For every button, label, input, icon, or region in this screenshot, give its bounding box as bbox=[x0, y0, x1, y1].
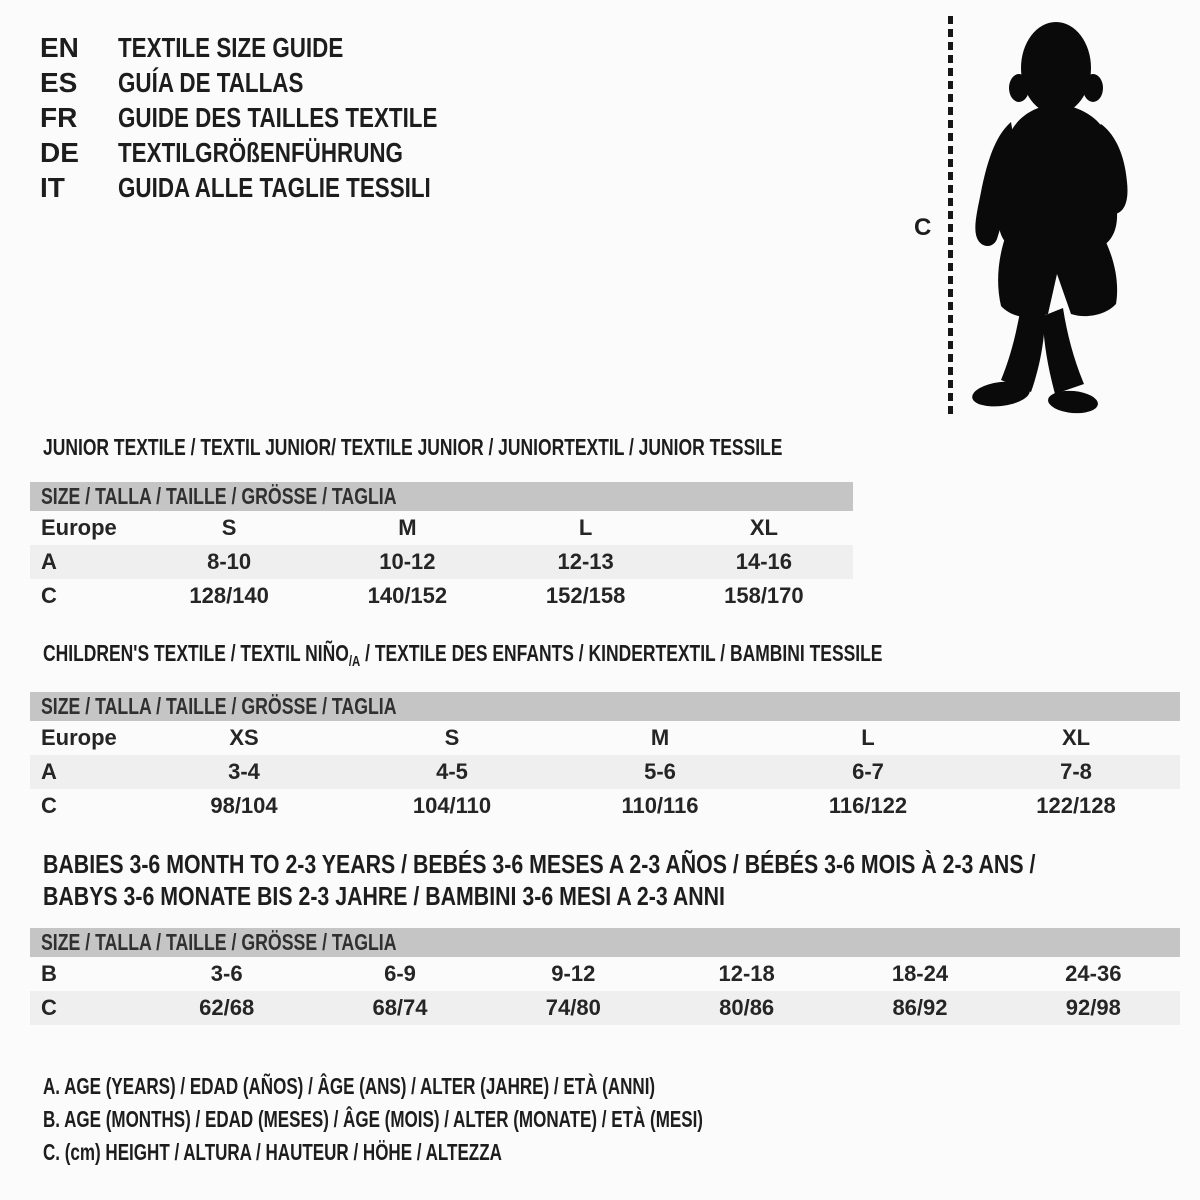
size-cell: M bbox=[398, 515, 417, 540]
table-row-europe bbox=[30, 511, 853, 545]
size-cell: XL bbox=[1061, 725, 1091, 750]
height-cell: 128/140 bbox=[189, 583, 269, 608]
age-cell: 9-12 bbox=[551, 961, 596, 986]
title-subscript: /A bbox=[348, 653, 361, 670]
size-cell: XL bbox=[749, 515, 778, 540]
children-section-title-text bbox=[43, 640, 882, 675]
toddler-silhouette-icon bbox=[960, 14, 1145, 420]
language-label: GUIDE DES TAILLES TEXTILE bbox=[118, 101, 438, 133]
children-section-title bbox=[43, 640, 1148, 675]
language-label: GUIDA ALLE TAGLIE TESSILI bbox=[118, 171, 431, 203]
height-cell: 98/104 bbox=[210, 793, 278, 818]
table-row-height bbox=[30, 789, 1180, 823]
row-label: Europe bbox=[41, 515, 117, 540]
height-cell: 62/68 bbox=[199, 995, 255, 1020]
age-cell: 12-18 bbox=[718, 961, 775, 986]
height-cell: 158/170 bbox=[724, 583, 804, 608]
height-cell: 68/74 bbox=[372, 995, 428, 1020]
size-cell: XS bbox=[229, 725, 259, 750]
age-cell: 4-5 bbox=[436, 759, 468, 784]
title-part: / TEXTILE DES ENFANTS / KINDERTEXTIL / BAMBINI TESSILE bbox=[360, 640, 883, 666]
language-code: DE bbox=[40, 136, 79, 168]
age-cell: 14-16 bbox=[735, 549, 793, 574]
legend bbox=[43, 1070, 935, 1169]
row-label: B bbox=[41, 961, 57, 986]
legend-line-a bbox=[43, 1070, 935, 1103]
height-cell: 104/110 bbox=[412, 793, 492, 818]
language-label: GUÍA DE TALLAS bbox=[118, 66, 304, 98]
babies-section-title-text: BABYS 3-6 MONATE BIS 2-3 JAHRE / BAMBINI 3-6 MESI A 2-3 ANNI bbox=[43, 881, 725, 911]
age-cell: 10-12 bbox=[379, 549, 436, 574]
babies-section-title-line1 bbox=[43, 850, 1200, 878]
table-row-europe bbox=[30, 721, 1180, 755]
language-row-de bbox=[40, 135, 517, 170]
language-label: TEXTILE SIZE GUIDE bbox=[118, 31, 344, 63]
row-label: A bbox=[41, 549, 57, 574]
height-cell: 116/122 bbox=[828, 793, 908, 818]
dashed-height-line bbox=[948, 16, 953, 418]
junior-section-title-text: JUNIOR TEXTILE / TEXTIL JUNIOR/ TEXTILE JUNIOR / JUNIORTEXTIL / JUNIOR TESSILE bbox=[43, 434, 783, 460]
language-code: IT bbox=[40, 171, 65, 203]
language-code: FR bbox=[40, 101, 78, 133]
title-part: CHILDREN'S TEXTILE / TEXTIL NIÑO bbox=[43, 640, 349, 666]
size-cell: S bbox=[444, 725, 460, 750]
age-cell: 7-8 bbox=[1060, 759, 1092, 784]
junior-section-title bbox=[43, 434, 1016, 461]
row-label: A bbox=[41, 759, 57, 784]
age-cell: 3-6 bbox=[210, 961, 243, 986]
age-cell: 18-24 bbox=[891, 961, 949, 986]
language-code: ES bbox=[40, 66, 78, 98]
legend-line-text: C. (cm) HEIGHT / ALTURA / HAUTEUR / HÖHE / ALTEZZA bbox=[43, 1139, 502, 1165]
legend-line-b bbox=[43, 1103, 935, 1136]
table-row-age-months bbox=[30, 957, 1180, 991]
junior-size-table bbox=[30, 482, 853, 613]
height-cell: 80/86 bbox=[719, 995, 775, 1020]
size-cell: L bbox=[578, 515, 593, 540]
height-cell: 122/128 bbox=[1036, 793, 1116, 818]
babies-size-table bbox=[30, 928, 1180, 1025]
language-row-es bbox=[40, 65, 517, 100]
row-label: C bbox=[41, 995, 57, 1020]
size-cell: L bbox=[861, 725, 875, 750]
size-cell: M bbox=[650, 725, 670, 750]
height-cell: 86/92 bbox=[892, 995, 948, 1020]
size-table-header-text: SIZE / TALLA / TAILLE / GRÖSSE / TAGLIA bbox=[41, 693, 397, 719]
babies-section-title-text: BABIES 3-6 MONTH TO 2-3 YEARS / BEBÉS 3-6 MESES A 2-3 AÑOS / BÉBÉS 3-6 MOIS À 2-3 ANS / bbox=[43, 849, 1036, 879]
age-cell: 3-4 bbox=[228, 759, 260, 784]
language-label: TEXTILGRÖßENFÜHRUNG bbox=[118, 136, 403, 168]
table-row-height bbox=[30, 579, 853, 613]
height-measure-label: C bbox=[914, 214, 932, 241]
height-cell: 152/158 bbox=[545, 583, 626, 608]
size-table-header-text: SIZE / TALLA / TAILLE / GRÖSSE / TAGLIA bbox=[41, 929, 397, 955]
table-row-height bbox=[30, 991, 1180, 1025]
height-cell: 92/98 bbox=[1065, 995, 1121, 1020]
legend-line-text: A. AGE (YEARS) / EDAD (AÑOS) / ÂGE (ANS) / ALTER (JAHRE) / ETÀ (ANNI) bbox=[43, 1073, 656, 1099]
legend-line-c bbox=[43, 1136, 935, 1169]
size-table-header bbox=[30, 482, 853, 511]
age-cell: 24-36 bbox=[1065, 961, 1122, 986]
language-code: EN bbox=[40, 31, 79, 63]
row-label: Europe bbox=[41, 725, 117, 750]
size-cell: S bbox=[221, 515, 237, 540]
size-table-header-text: SIZE / TALLA / TAILLE / GRÖSSE / TAGLIA bbox=[41, 483, 397, 509]
age-cell: 6-7 bbox=[852, 759, 884, 784]
row-label: C bbox=[41, 793, 57, 818]
language-row-it bbox=[40, 170, 517, 205]
height-cell: 74/80 bbox=[545, 995, 601, 1020]
babies-section-title-line2 bbox=[43, 882, 875, 910]
age-cell: 12-13 bbox=[557, 549, 614, 574]
age-cell: 5-6 bbox=[644, 759, 676, 784]
language-row-fr bbox=[40, 100, 517, 135]
row-label: C bbox=[41, 583, 57, 608]
children-size-table bbox=[30, 692, 1180, 823]
height-cell: 140/152 bbox=[367, 583, 448, 608]
age-cell: 8-10 bbox=[207, 549, 252, 574]
size-table-header bbox=[30, 692, 1180, 721]
table-row-age bbox=[30, 545, 853, 579]
language-row-en bbox=[40, 30, 517, 65]
language-list bbox=[40, 30, 517, 205]
height-cell: 110/116 bbox=[621, 793, 699, 818]
legend-line-text: B. AGE (MONTHS) / EDAD (MESES) / ÂGE (MOIS) / ALTER (MONATE) / ETÀ (MESI) bbox=[43, 1106, 703, 1132]
size-table-header bbox=[30, 928, 1180, 957]
age-cell: 6-9 bbox=[384, 961, 416, 986]
table-row-age bbox=[30, 755, 1180, 789]
